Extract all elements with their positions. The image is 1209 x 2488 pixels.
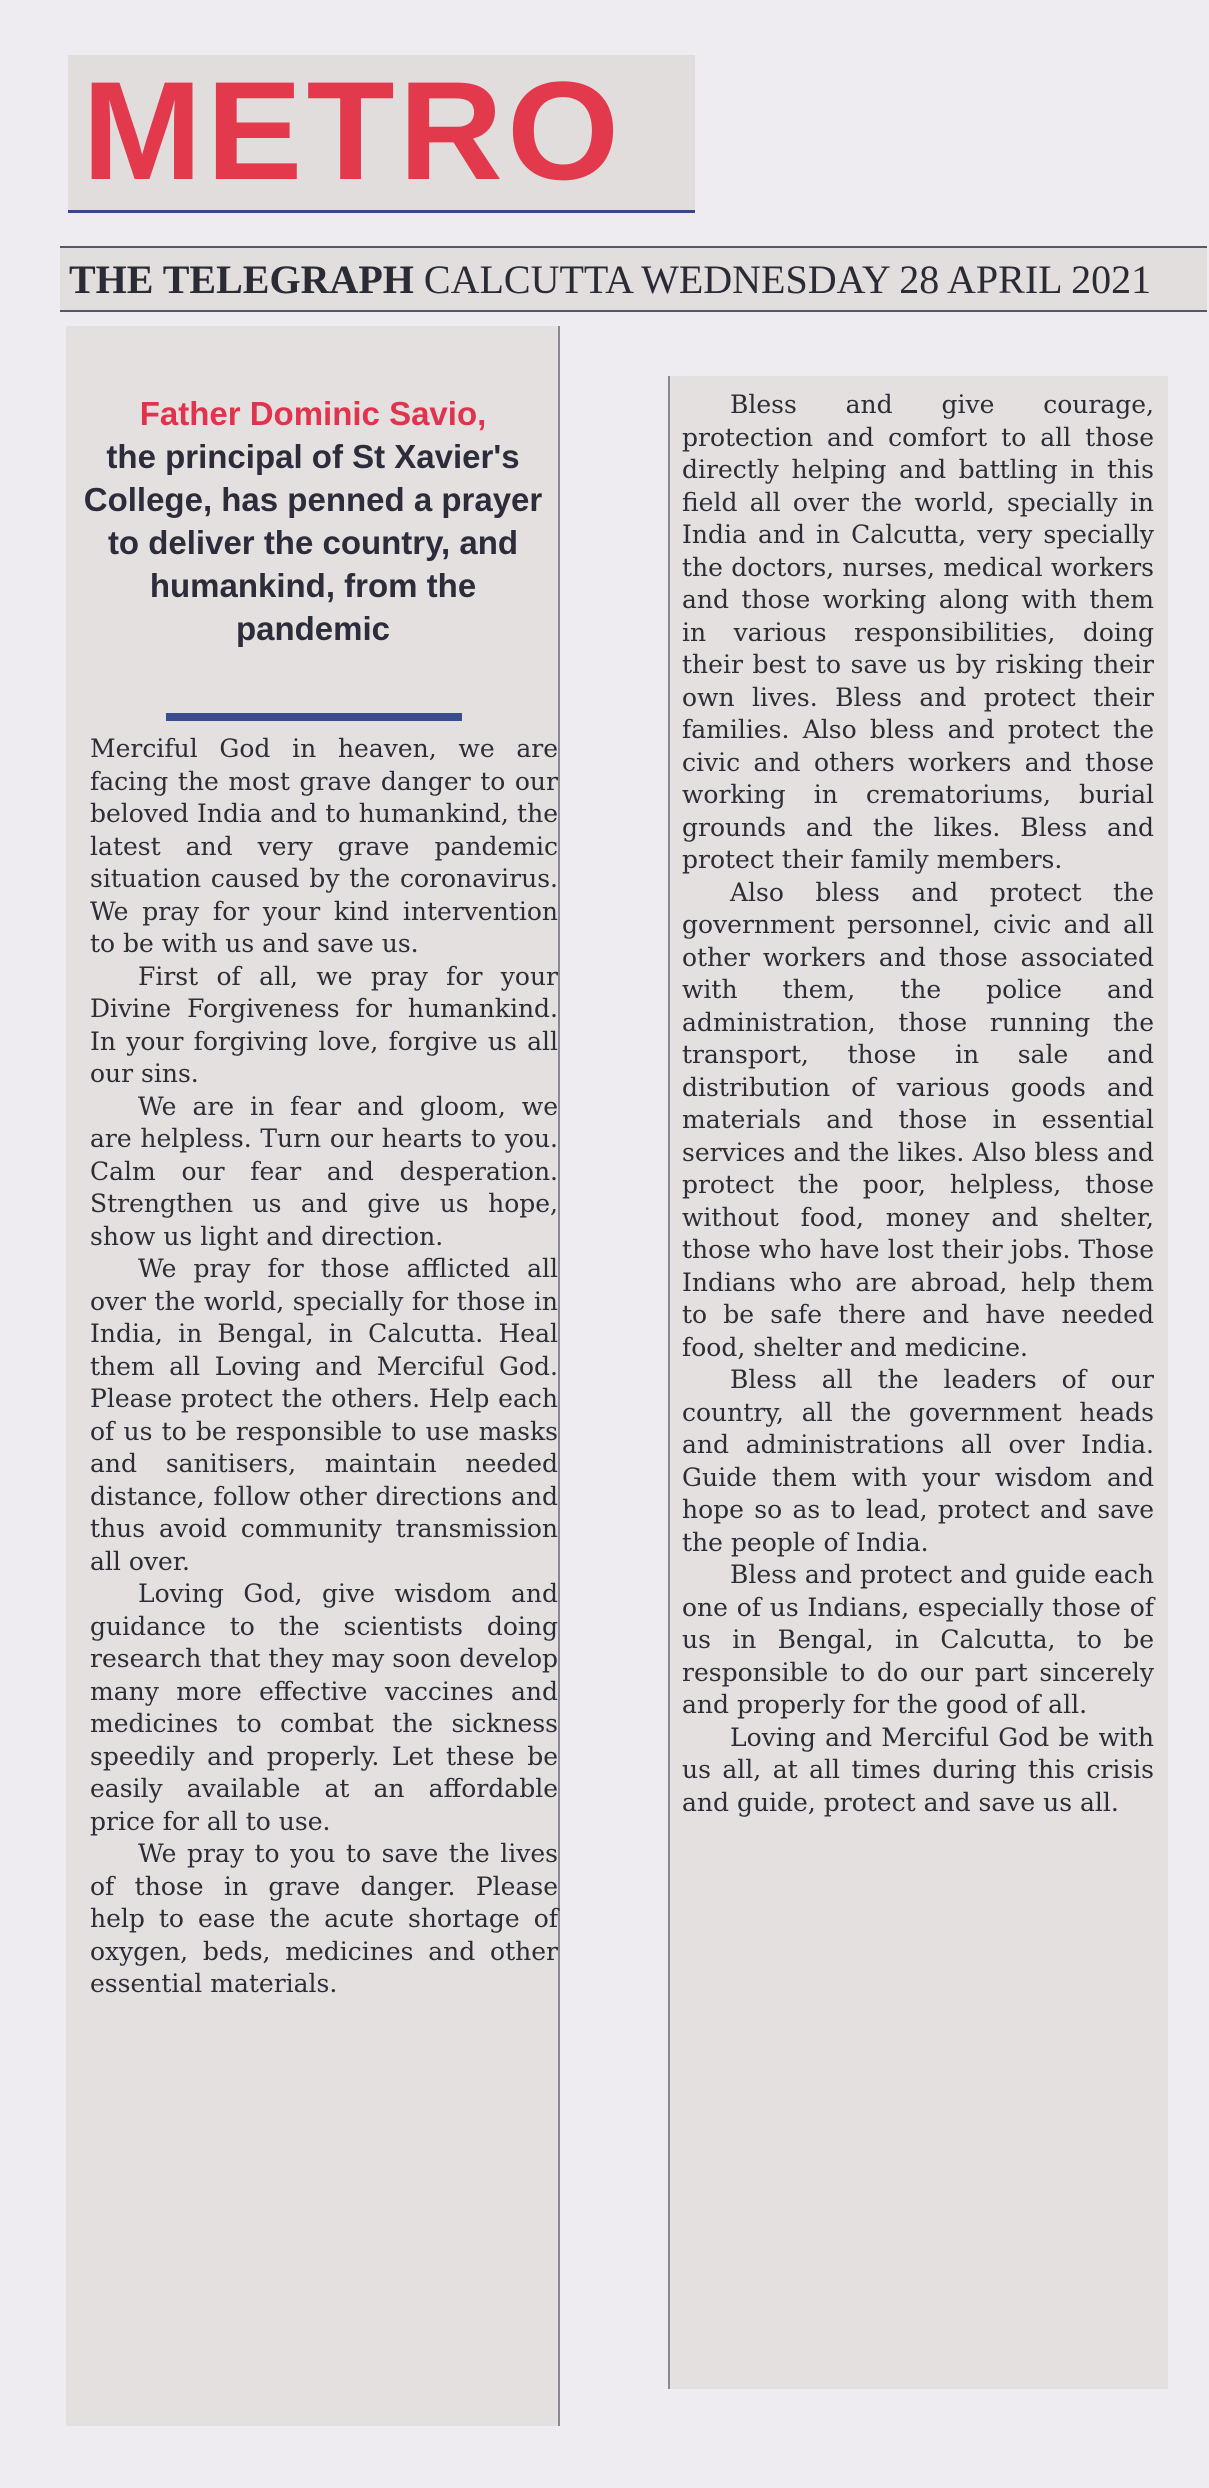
- newspaper-name: THE TELEGRAPH: [69, 257, 414, 302]
- paragraph: Bless and give courage, protection and comfort to all those directly helping and battling in this field all over the world, specially in India and in Calcutta, very specially the doctors, nurses, medical workers and those working along with them in various responsibilities, doing their best to save us by risking their own lives. Bless and protect their families. Also bless and protect the civic and others workers and those working in crematoriums, burial grounds and the likes. Bless and protect their family members.: [682, 390, 1154, 874]
- article-body-right: [682, 389, 1154, 1819]
- city-date: CALCUTTA WEDNESDAY 28 APRIL 2021: [423, 257, 1152, 302]
- paragraph: Bless and protect and guide each one of us Indians, especially those of us in Bengal, in Calcutta, to be responsible to do our part sincerely and properly for the good of all.: [682, 1560, 1154, 1719]
- paragraph: Loving and Merciful God be with us all, at all times during this crisis and guide, protect and save us all.: [682, 1722, 1154, 1817]
- headline-lead: Father Dominic Savio,: [139, 395, 487, 432]
- paragraph: Merciful God in heaven, we are facing the most grave danger to our beloved India and to humankind, the latest and very grave pandemic situation caused by the coronavirus. We pray for your kind intervention to be with us and save us.: [90, 734, 558, 958]
- article-column-right: [668, 376, 1168, 2389]
- article-body-left: [90, 733, 558, 2001]
- paragraph: We pray to you to save the lives of those in grave danger. Please help to ease the acute shortage of oxygen, beds, medicines and other essential materials.: [90, 1839, 558, 1998]
- paragraph: Bless all the leaders of our country, all the government heads and administrations all over India. Guide them with your wisdom and hope so as to lead, protect and save the people of India.: [682, 1365, 1154, 1557]
- paragraph: Loving God, give wisdom and guidance to the scientists doing research that they may soon develop many more effective vaccines and medicines to combat the sickness speedily and properly. Let these be easily available at an affordable price for all to use.: [90, 1579, 558, 1836]
- article-headline: [76, 392, 550, 650]
- article-column-left: [66, 326, 560, 2426]
- paragraph: Also bless and protect the government personnel, civic and all other workers and those associated with them, the police and administration, those running the transport, those in sale and distribution of various goods and materials and those in essential services and the likes. Also bless and protect the poor, helpless, those without food, money and shelter, those who have lost their jobs. Those Indians who are abroad, help them to be safe there and have needed food, shelter and medicine.: [682, 877, 1154, 1362]
- paragraph: We are in fear and gloom, we are helpless. Turn our hearts to you. Calm our fear and desperation. Strengthen us and give us hope, show us light and direction.: [90, 1091, 558, 1251]
- headline-rule: [166, 713, 462, 721]
- dateline: [69, 257, 1152, 302]
- section-title: METRO: [82, 52, 624, 209]
- paragraph: First of all, we pray for your Divine Forgiveness for humankind. In your forgiving love, forgive us all our sins.: [90, 961, 558, 1088]
- dateline-bar: [60, 246, 1207, 312]
- headline-rest: the principal of St Xavier's College, has penned a prayer to deliver the country, and humankind, from the pandemic: [83, 438, 543, 647]
- section-banner: [68, 52, 695, 213]
- paragraph: We pray for those afflicted all over the world, specially for those in India, in Bengal, in Calcutta. Heal them all Loving and Merciful God. Please protect the others. Help each of us to be responsible to use masks and sanitisers, maintain needed distance, follow other directions and thus avoid community transmission all over.: [90, 1254, 558, 1576]
